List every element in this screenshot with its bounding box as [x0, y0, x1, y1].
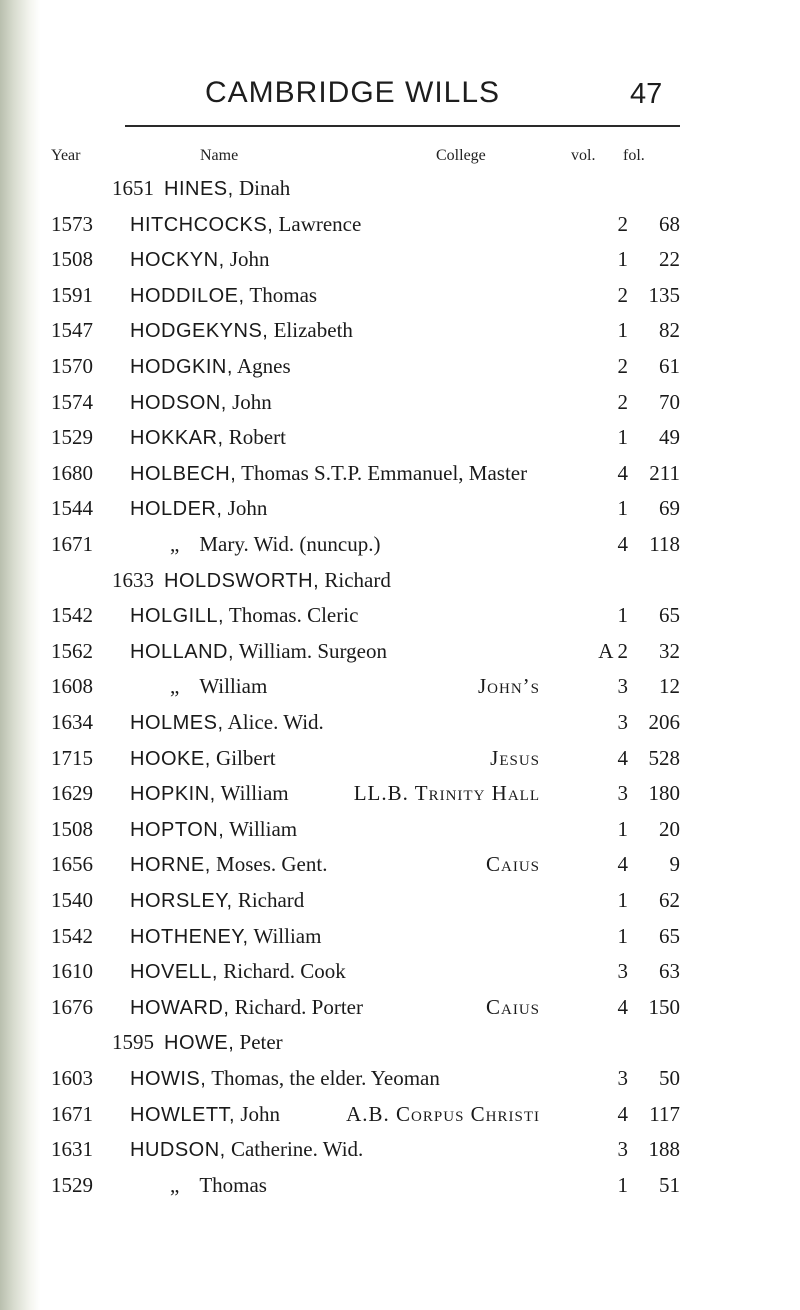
entry-year: 1508	[51, 816, 93, 841]
entry-folio: 117	[649, 1101, 680, 1126]
entry-year: 1544	[51, 496, 93, 521]
entry-folio: 32	[659, 638, 680, 663]
entry-college: LL.B. Trinity Hall	[353, 781, 540, 806]
entry-row	[0, 1173, 800, 1207]
entry-surname: HOWLETT,	[130, 1103, 236, 1126]
entry-row	[0, 1066, 800, 1100]
entry-name	[130, 817, 297, 842]
entry-folio: 82	[659, 318, 680, 343]
entry-volume: 3	[617, 959, 628, 984]
ditto-mark: „	[170, 674, 180, 699]
entry-name	[130, 924, 321, 949]
entry-name	[130, 1066, 440, 1091]
entry-details: William	[215, 781, 289, 806]
entry-row	[0, 283, 800, 317]
entry-name	[130, 283, 317, 308]
entry-college: Caius	[485, 994, 540, 1019]
entry-folio: 50	[659, 1066, 680, 1090]
entry-folio: 135	[648, 282, 680, 307]
entry-folio: 180	[648, 781, 680, 806]
entry-row	[0, 746, 800, 780]
entry-year: 1608	[51, 674, 93, 699]
entry-volume: 2	[617, 282, 628, 307]
entry-row	[0, 639, 800, 673]
entry-details: Catherine. Wid.	[225, 1137, 364, 1162]
entry-folio: 20	[659, 816, 680, 841]
entry-volume: A 2	[598, 638, 628, 663]
entry-year: 1591	[51, 282, 93, 307]
entry-details: Thomas S.T.P. Emmanuel, Master	[236, 460, 528, 485]
entry-details: Agnes	[232, 354, 291, 378]
entry-row	[0, 852, 800, 886]
entry-year: 1542	[51, 923, 93, 948]
entry-volume: 1	[617, 923, 628, 948]
entry-folio: 211	[649, 460, 680, 485]
entry-year: 1542	[51, 603, 93, 628]
entry-volume: 1	[617, 425, 628, 450]
entry-surname: HODSON,	[130, 391, 227, 414]
entry-name	[130, 1173, 267, 1198]
entry-folio: 528	[648, 745, 680, 770]
entry-year: 1529	[51, 425, 93, 450]
entry-name	[130, 318, 353, 343]
entry-year: 1671	[51, 532, 93, 556]
entry-details: William	[199, 674, 268, 699]
entry-folio: 62	[659, 888, 680, 912]
entry-surname: HORSLEY,	[130, 890, 233, 912]
entry-volume: 4	[617, 852, 628, 877]
entry-surname: HOKKAR,	[130, 427, 224, 450]
entry-details: Moses. Gent.	[210, 852, 328, 877]
entry-details: Richard. Cook	[217, 959, 346, 984]
entry-surname: HOLBECH,	[130, 462, 237, 485]
running-head-title: CAMBRIDGE WILLS	[205, 76, 501, 109]
entry-surname: HOTHENEY,	[130, 925, 249, 948]
entry-row	[0, 959, 800, 993]
entry-row	[0, 390, 800, 424]
entry-row	[0, 568, 800, 602]
entry-surname: HOLGILL,	[130, 605, 225, 628]
entry-row	[0, 924, 800, 958]
entry-row	[0, 1137, 800, 1171]
entry-volume: 3	[617, 781, 628, 806]
column-header-college: College	[436, 147, 486, 164]
entry-row	[0, 425, 800, 459]
entry-row	[0, 354, 800, 388]
entry-folio: 22	[659, 247, 680, 272]
entry-surname: HOLMES,	[130, 712, 224, 734]
entry-details: William. Surgeon	[234, 638, 387, 663]
entry-college: A.B. Corpus Christi	[346, 1101, 540, 1126]
entry-surname: HOWE,	[164, 1032, 235, 1055]
column-header-year: Year	[51, 147, 81, 164]
entry-surname: HOLLAND,	[130, 640, 235, 663]
entry-college: Caius	[485, 852, 540, 877]
entry-row	[0, 817, 800, 851]
entry-details: Gilbert	[210, 745, 276, 770]
entry-details: Elizabeth	[268, 318, 353, 343]
entry-name	[130, 390, 272, 415]
entry-folio: 69	[659, 496, 680, 521]
ditto-mark: „	[170, 1172, 180, 1197]
entry-name	[130, 710, 324, 735]
entry-college: Jesus	[490, 745, 540, 770]
entry-details: Mary. Wid. (nuncup.)	[199, 532, 381, 556]
entry-folio: 65	[659, 923, 680, 948]
page-number: 47	[630, 78, 663, 110]
entry-folio: 70	[659, 389, 680, 414]
entry-year: 1656	[51, 852, 93, 877]
entry-details: William	[224, 816, 298, 841]
entry-volume: 1	[617, 318, 628, 343]
entry-surname: HOVELL,	[130, 961, 218, 984]
entry-surname: HUDSON,	[130, 1139, 226, 1162]
entry-folio: 49	[659, 425, 680, 450]
entry-details: Thomas	[244, 282, 318, 307]
entry-year: 1570	[51, 354, 93, 378]
entry-row	[0, 674, 800, 708]
entry-year: 1508	[51, 247, 93, 272]
entry-year: 1715	[51, 745, 93, 770]
entry-volume: 1	[617, 888, 628, 912]
entry-volume: 1	[617, 816, 628, 841]
entry-year: 1671	[51, 1101, 93, 1126]
entry-name	[130, 959, 346, 984]
entry-year: 1562	[51, 638, 93, 663]
entry-row	[0, 1030, 800, 1064]
entry-folio: 65	[659, 603, 680, 628]
entry-name	[130, 354, 291, 379]
column-header-name: Name	[200, 147, 239, 164]
entry-year: 1676	[51, 994, 93, 1019]
entry-details: Richard	[319, 567, 391, 592]
entry-folio: 12	[659, 674, 680, 699]
entry-year: 1540	[51, 888, 93, 912]
entry-name	[130, 247, 270, 272]
header-rule	[125, 125, 680, 127]
entry-surname: HOLDER,	[130, 498, 223, 521]
entry-details: Thomas. Cleric	[224, 603, 359, 628]
entry-surname: HOLDSWORTH,	[164, 569, 320, 592]
entry-college: John’s	[477, 674, 540, 699]
entry-folio: 63	[659, 959, 680, 984]
entry-details: Alice. Wid.	[223, 710, 324, 734]
entry-details: Richard	[232, 888, 305, 912]
entry-details: Lawrence	[273, 211, 362, 236]
entry-surname: HODDILOE,	[130, 284, 245, 307]
entry-row	[0, 247, 800, 281]
entry-details: John	[224, 247, 270, 272]
entry-name	[130, 603, 358, 628]
entry-volume: 1	[617, 247, 628, 272]
entry-details: John	[222, 496, 268, 521]
entry-surname: HOPKIN,	[130, 783, 216, 806]
entry-volume: 3	[617, 1137, 628, 1162]
entry-row	[0, 710, 800, 744]
entry-row	[0, 603, 800, 637]
entry-volume: 4	[617, 532, 628, 556]
entry-year: 1547	[51, 318, 93, 343]
ditto-mark: „	[170, 532, 180, 556]
entry-inline-year: 1651	[112, 176, 154, 200]
entry-details: Thomas	[199, 1172, 267, 1197]
entry-inline-year: 1633	[112, 567, 154, 592]
entry-surname: HINES,	[164, 178, 234, 200]
entry-surname: HODGEKYNS,	[130, 320, 269, 343]
entry-details: Peter	[234, 1030, 283, 1055]
entry-folio: 61	[659, 354, 680, 378]
entry-surname: HODGKIN,	[130, 356, 233, 378]
entry-surname: HOCKYN,	[130, 249, 225, 272]
entry-details: John	[235, 1101, 281, 1126]
entry-folio: 188	[648, 1137, 680, 1162]
entry-folio: 9	[669, 852, 680, 877]
entry-year: 1629	[51, 781, 93, 806]
entry-year: 1634	[51, 710, 93, 734]
entry-name	[112, 176, 290, 201]
entry-year: 1529	[51, 1172, 93, 1197]
entry-volume: 4	[617, 994, 628, 1019]
entry-row	[0, 888, 800, 922]
entry-name	[130, 1137, 363, 1162]
entry-details: Thomas, the elder. Yeoman	[206, 1066, 440, 1090]
entry-year: 1680	[51, 460, 93, 485]
entry-surname: HITCHCOCKS,	[130, 213, 274, 236]
entry-details: John	[226, 389, 272, 414]
entry-row	[0, 1102, 800, 1136]
entry-row	[0, 176, 800, 210]
entry-details: Richard. Porter	[229, 994, 363, 1019]
entry-volume: 3	[617, 674, 628, 699]
entry-folio: 206	[648, 710, 680, 734]
entry-row	[0, 781, 800, 815]
entry-row	[0, 995, 800, 1029]
entry-row	[0, 212, 800, 246]
entry-surname: HOWARD,	[130, 996, 230, 1019]
entry-row	[0, 318, 800, 352]
entry-folio: 150	[648, 994, 680, 1019]
entry-details: Robert	[223, 425, 286, 450]
entry-volume: 3	[617, 710, 628, 734]
entry-surname: HOPTON,	[130, 818, 225, 841]
entry-name	[130, 532, 380, 557]
entry-volume: 4	[617, 1101, 628, 1126]
entry-year: 1631	[51, 1137, 93, 1162]
entry-surname: HOOKE,	[130, 747, 211, 770]
entry-year: 1610	[51, 959, 93, 984]
entry-row	[0, 461, 800, 495]
entry-row	[0, 532, 800, 566]
entry-folio: 51	[659, 1172, 680, 1197]
entry-volume: 4	[617, 745, 628, 770]
entry-year: 1574	[51, 389, 93, 414]
entry-name	[112, 1030, 283, 1055]
entry-details: William	[248, 923, 322, 948]
entry-volume: 1	[617, 496, 628, 521]
column-header-vol: vol.	[571, 147, 596, 164]
entry-year: 1573	[51, 211, 93, 236]
entry-name	[112, 568, 391, 593]
entry-volume: 2	[617, 211, 628, 236]
entry-inline-year: 1595	[112, 1030, 154, 1055]
entry-name	[130, 212, 361, 237]
entry-row	[0, 496, 800, 530]
column-header-fol: fol.	[623, 147, 645, 164]
entry-name	[130, 461, 527, 486]
entry-folio: 68	[659, 211, 680, 236]
entry-volume: 1	[617, 603, 628, 628]
entry-volume: 1	[617, 1172, 628, 1197]
entry-volume: 4	[617, 460, 628, 485]
entry-name	[130, 639, 387, 664]
entry-details: Dinah	[233, 176, 291, 200]
entry-year: 1603	[51, 1066, 93, 1090]
entry-folio: 118	[649, 532, 680, 556]
entry-volume: 2	[617, 354, 628, 378]
entry-name	[130, 496, 267, 521]
entry-volume: 3	[617, 1066, 628, 1090]
entry-name	[130, 888, 304, 913]
entry-surname: HORNE,	[130, 854, 211, 877]
entry-surname: HOWIS,	[130, 1068, 207, 1090]
entry-volume: 2	[617, 389, 628, 414]
entry-name	[130, 425, 286, 450]
